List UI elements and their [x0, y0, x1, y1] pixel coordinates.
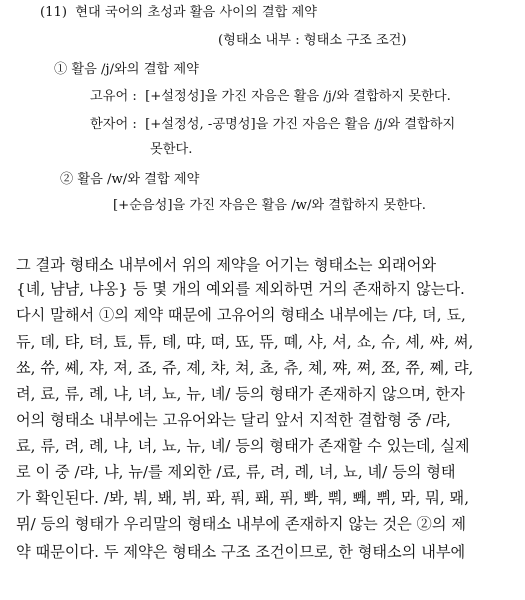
section1-native-text: [+설정성]을 가진 자음은 활음 /j/와 결합하지 못한다. [145, 89, 451, 104]
paragraph-line: 뮈/ 등의 형태가 우리말의 형태소 내부에 존재하지 않는 것은 ②의 제 [16, 515, 467, 533]
paragraph-line: 려, 료, 류, 례, 냐, 녀, 뇨, 뉴, 녜/ 등의 형태가 존재하지 않으며, 한자 [16, 385, 465, 403]
section1-sino-rule-line2: 못한다. [150, 142, 193, 157]
example-title: 현대 국어의 초성과 활음 사이의 결합 제약 [75, 5, 317, 20]
paragraph-line: 가 확인된다. /봐, 붜, 봬, 뷔, 퐈, 풔, 퐤, 퓌, 뽜, 뿨, 뽸, 쀠, 뫄, 뭐, 뫠, [16, 489, 470, 507]
paragraph-line: 료, 류, 려, 례, 냐, 녀, 뇨, 뉴, 녜/ 등의 형태가 존재할 수 있는데, 실제 [16, 437, 470, 455]
paragraph-line: 약 때문이다. 두 제약은 형태소 구조 조건이므로, 한 형태소의 내부에 [16, 543, 466, 561]
paragraph-line: 로 이 중 /랴, 냐, 뉴/를 제외한 /료, 류, 려, 례, 녀, 뇨, 녜/ 등의 형태 [16, 463, 456, 481]
paragraph-line: 듀, 뎨, 탸, 텨, 툐, 튜, 톄, 땨, 뗘, 뚀, 뜌, 뗴, 샤, 셔, 쇼, 슈, 셰, 쌰, 쎠, [16, 333, 474, 351]
section1-native-label: 고유어 : [90, 89, 137, 104]
paragraph-line: {녜, 냠냠, 냐옹} 등 몇 개의 예외를 제외하면 거의 존재하지 않는다. [16, 280, 465, 298]
section2-label: ② 활음 /w/와 결합 제약 [60, 172, 200, 187]
paragraph-line: 어의 형태소 내부에는 고유어와는 달리 앞서 지적한 결합형 중 /랴, [16, 411, 451, 429]
section1-label: ① 활음 /j/와의 결합 제약 [54, 62, 199, 77]
example-number: (11) [40, 5, 68, 20]
section1-sino-rule-line1 [90, 116, 500, 134]
paragraph-line: 그 결과 형태소 내부에서 위의 제약을 어기는 형태소는 외래어와 [16, 256, 437, 274]
section1-sino-label: 한자어 : [90, 117, 137, 132]
section1-native-rule [90, 88, 500, 106]
section1-sino-text-line1: [+설정성, -공명성]을 가진 자음은 활음 /j/와 결합하지 [145, 117, 456, 132]
example-subtitle: (형태소 내부 : 형태소 구조 조건) [218, 33, 407, 48]
example-heading [40, 4, 500, 22]
paragraph-line: 쑈, 쓔, 쎼, 쟈, 져, 죠, 쥬, 졔, 챠, 쳐, 쵸, 츄, 쳬, 쨔, 쪄, 쬬, 쮸, 쪠, 랴, [16, 359, 474, 377]
section2-rule: [+순음성]을 가진 자음은 활음 /w/와 결합하지 못한다. [113, 198, 426, 213]
paragraph-line: 다시 말해서 ①의 제약 때문에 고유어의 형태소 내부에는 /댜, 뎌, 됴, [16, 306, 466, 324]
